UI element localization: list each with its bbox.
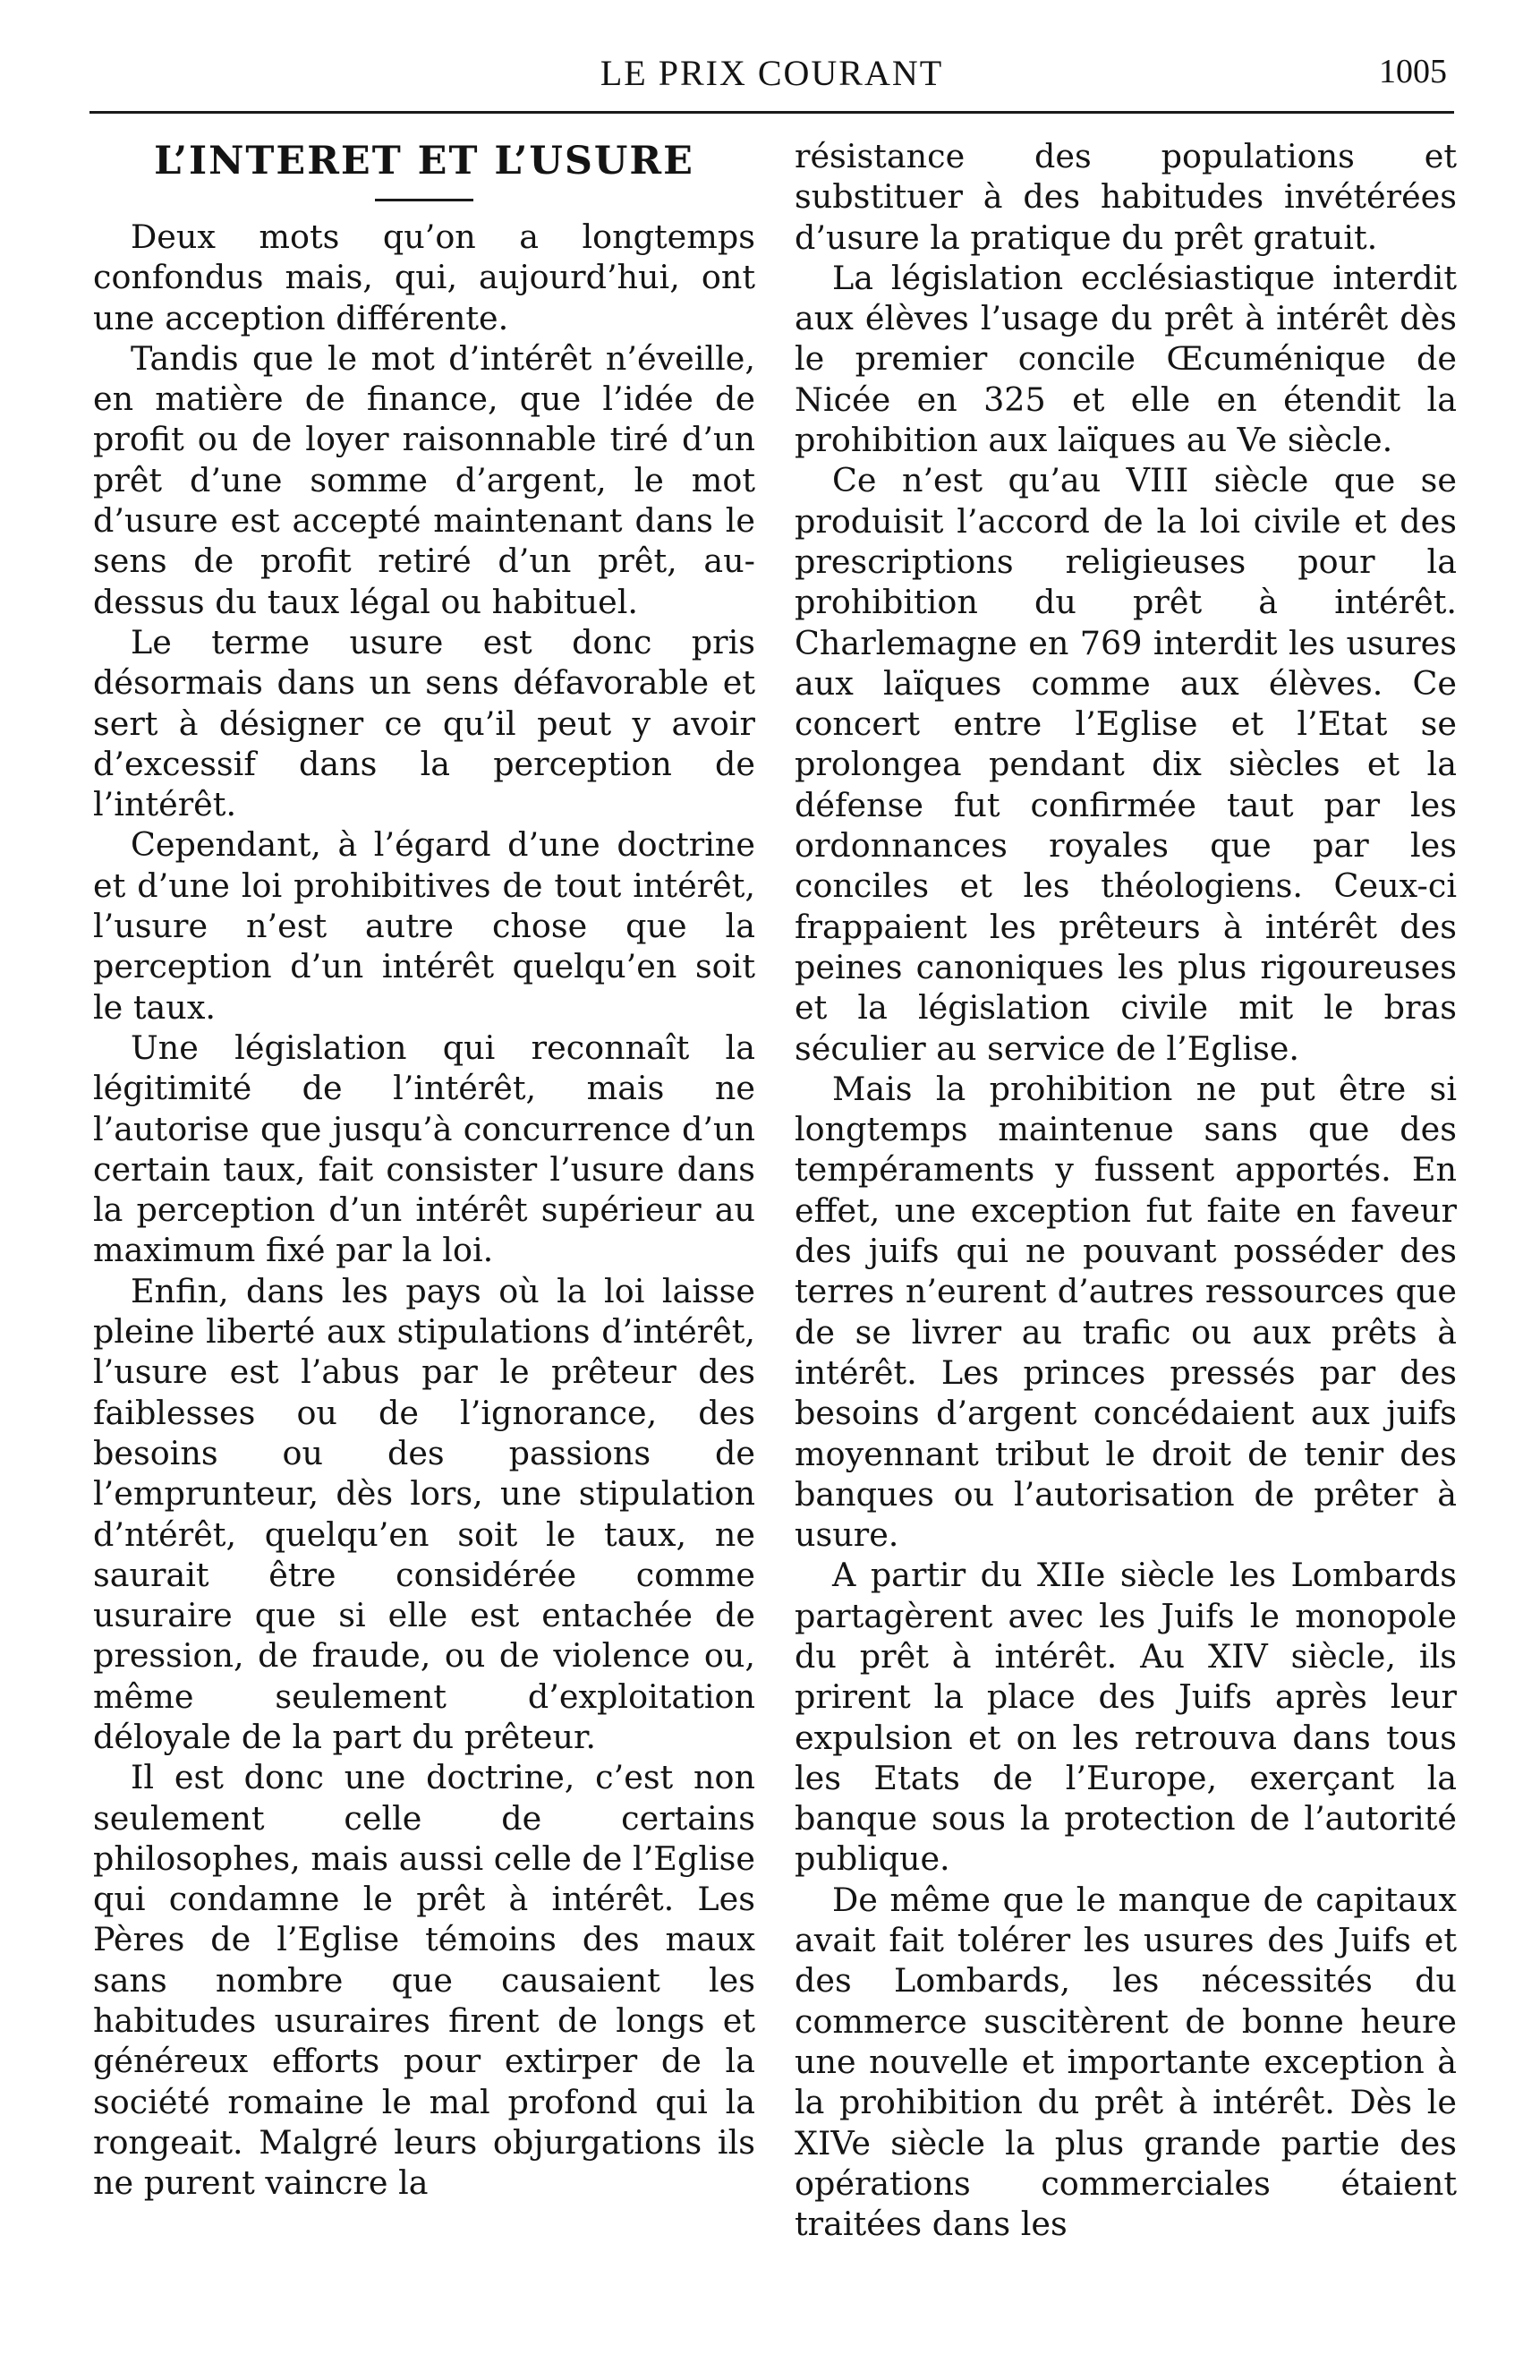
paragraph: Deux mots qu’on a longtemps confondus mais, qui, aujourd’hui, ont une acception différente. — [93, 218, 755, 337]
right-column — [795, 136, 1457, 2244]
paragraph: La législation ecclésiastique interdit aux élèves l’usage du prêt à intérêt dès le premier concile Œcuménique de Nicée en 325 et elle en étendit la prohibition aux laïques au Ve siècle. — [795, 258, 1457, 460]
paragraph: Ce n’est qu’au VIII siècle que se produisit l’accord de la loi civile et des prescriptions religieuses pour la prohibition du prêt à intérêt. Charlemagne en 769 interdit les usures aux laïques comme aux élèves. Ce concert entre l’Eglise et l’Etat se prolongea pendant dix siècles et la défense fut confirmée taut par les ordonnances royales que par les conciles et les théologiens. Ceux-ci frappaient les prêteurs à intérêt des peines canoniques les plus rigoureuses et la législation civile mit le bras séculier au service de l’Eglise. — [795, 461, 1457, 1068]
title-rule — [375, 199, 473, 201]
paragraph: Le terme usure est donc pris désormais dans un sens défavorable et sert à désigner ce qu’il peut y avoir d’excessif dans la perception de l’intérêt. — [93, 622, 755, 824]
paragraph: Cependant, à l’égard d’une doctrine et d’une loi prohibitives de tout intérêt, l’usure n’est autre chose que la perception d’un intérêt quelqu’en soit le taux. — [93, 825, 755, 1027]
header-rule — [89, 111, 1454, 114]
article-title: L’INTERET ET L’USURE — [154, 139, 694, 183]
paragraph: Une législation qui reconnaît la légitimité de l’intérêt, mais ne l’autorise que jusqu’à concurrence d’un certain taux, fait consister l’usure dans la perception d’un intérêt supérieur au maximum fixé par la loi. — [93, 1028, 755, 1270]
running-title: LE PRIX COURANT — [600, 53, 944, 93]
page-header — [89, 52, 1454, 106]
paragraph: Tandis que le mot d’intérêt n’éveille, en matière de finance, que l’idée de profit ou de loyer raisonnable tiré d’un prêt d’une somme d’argent, le mot d’usure est accepté maintenant dans le sens de profit retiré d’un prêt, au-dessus du taux légal ou habituel. — [93, 338, 755, 621]
paragraph: A partir du XIIe siècle les Lombards partagèrent avec les Juifs le monopole du prêt à intérêt. Au XIV siècle, ils prirent la place des Juifs après leur expulsion et on les retrouva dans tous les Etats de l’Europe, exerçant la banque sous la protection de l’autorité publique. — [795, 1556, 1457, 1879]
left-column — [93, 136, 755, 2204]
page-number: 1005 — [1379, 53, 1447, 90]
paragraph: Enfin, dans les pays où la loi laisse pleine liberté aux stipulations d’intérêt, l’usure est l’abus par le prêteur des faiblesses ou de l’ignorance, des besoins ou des passions de l’emprunteur, dès lors, une stipulation d’ntérêt, quelqu’en soit le taux, ne saurait être considérée comme usuraire que si elle est entachée de pression, de fraude, ou de violence ou, même seulement d’exploitation déloyale de la part du prêteur. — [93, 1271, 755, 1756]
paragraph: De même que le manque de capitaux avait fait tolérer les usures des Juifs et des Lombards, les nécessités du commerce suscitèrent de bonne heure une nouvelle et importante exception à la prohibition du prêt à intérêt. Dès le XIVe siècle la plus grande partie des opérations commerciales étaient traitées dans les — [795, 1880, 1457, 2244]
paragraph: résistance des populations et substituer à des habitudes invétérées d’usure la pratique du prêt gratuit. — [795, 137, 1457, 257]
paragraph: Mais la prohibition ne put être si longtemps maintenue sans que des tempéraments y fussent apportés. En effet, une exception fut faite en faveur des juifs qui ne pouvant posséder des terres n’eurent d’autres ressources que de se livrer au trafic ou aux prêts à intérêt. Les princes pressés par des besoins d’argent concédaient aux juifs moyennant tribut le droit de tenir des banques ou l’autorisation de prêter à usure. — [795, 1069, 1457, 1555]
paragraph: Il est donc une doctrine, c’est non seulement celle de certains philosophes, mais aussi celle de l’Eglise qui condamne le prêt à intérêt. Les Pères de l’Eglise témoins des maux sans nombre que causaient les habitudes usuraires firent de longs et généreux efforts pour extirper de la société romaine le mal profond qui la rongeait. Malgré leurs objurgations ils ne purent vaincre la — [93, 1758, 755, 2203]
